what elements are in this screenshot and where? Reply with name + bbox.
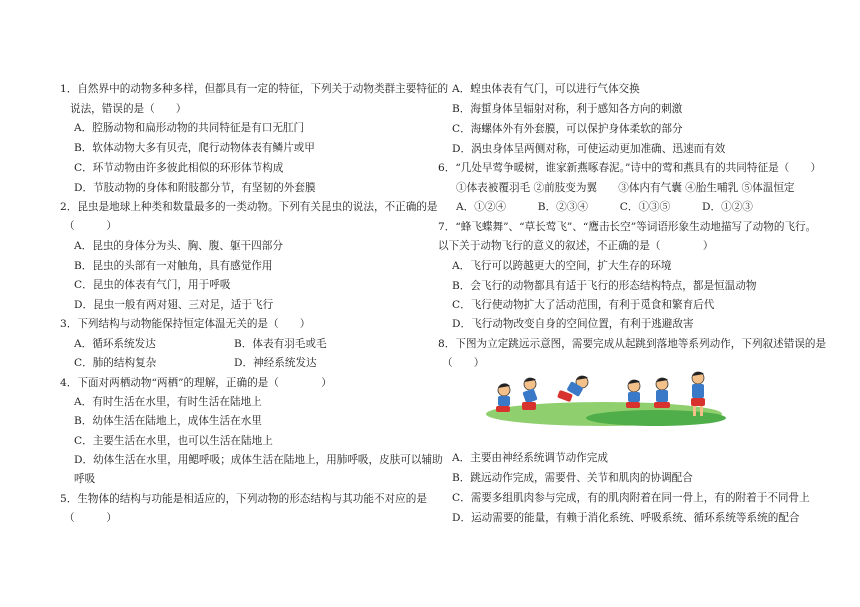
left-text-line: D．幼体生活在水里，用鳃呼吸；成体生活在陆地上，用肺呼吸，皮肤可以辅助 (74, 454, 443, 466)
left-text-line: D．神经系统发达 (234, 357, 317, 369)
jumper-crouch (496, 383, 510, 412)
left-text-line: 1．自然界中的动物多种多样，但都具有一定的特征，下列关于动物类群主要特征的 (60, 83, 449, 95)
long-jump-illustration (486, 370, 726, 428)
left-text-line: A．腔肠动物和扁形动物的共同特征是有口无肛门 (74, 122, 305, 134)
left-text-line: B．体表有羽毛或毛 (234, 338, 327, 350)
right-text-line: 6．“几处早莺争暖树，谁家新燕啄春泥。”诗中的莺和燕具有的共同特征是（ ） (438, 162, 822, 174)
left-text-line: A．昆虫的身体分为头、胸、腹、躯干四部分 (74, 240, 283, 252)
left-text-line: 呼吸 (74, 473, 96, 485)
right-text-line: C．海螺体外有外套膜，可以保护身体柔软的部分 (452, 123, 683, 135)
left-text-line: D．昆虫一般有两对翅、三对足，适于飞行 (74, 299, 274, 311)
jumper-landing (626, 380, 640, 408)
right-text-line: ①体表被覆羽毛 ②前肢变为翼 ③体内有气囊 ④胎生哺乳 ⑤体温恒定 (456, 182, 795, 194)
right-text-line: A．主要由神经系统调节动作完成 (452, 452, 608, 464)
right-text-line: A．①②④ B．②③④ C．①③⑤ D．①②③ (456, 201, 753, 213)
left-text-line: C．昆虫的体表有气门，用于呼吸 (74, 279, 231, 291)
right-text-line: A．飞行可以跨越更大的空间，扩大生存的环境 (452, 260, 672, 272)
left-text-line: 3．下列结构与动物能保持恒定体温无关的是（ ） (60, 318, 311, 330)
jumper-takeoff (522, 378, 538, 410)
left-text-line: D．节肢动物的身体和附肢都分节，有坚韧的外套膜 (74, 182, 316, 194)
left-text-line: B．软体动物大多有贝壳，爬行动物体表有鳞片或甲 (74, 142, 315, 154)
left-text-line: A．循环系统发达 (74, 338, 156, 350)
right-text-line: D．涡虫身体呈两侧对称，可使运动更加准确、迅速而有效 (452, 143, 726, 155)
right-text-line: C．飞行使动物扩大了活动范围，有利于觅食和繁育后代 (452, 299, 715, 311)
right-text-line: 以下关于动物飞行的意义的叙述，不正确的是（ ） (438, 240, 714, 252)
left-text-line: 5．生物体的结构与功能是相适应的，下列动物的形态结构与其功能不对应的是 (60, 493, 427, 505)
left-text-line: 4．下面对两栖动物“两栖”的理解，正确的是（ ） (60, 377, 332, 389)
left-text-line: 说法，错误的是（ ） (70, 103, 187, 115)
right-text-line: 8．下图为立定跳远示意图，需要完成从起跳到落地等系列动作，下列叙述错误的是 (438, 338, 827, 350)
left-text-line: B．幼体生活在陆地上，成体生活在水里 (74, 415, 262, 427)
right-text-line: A．蝗虫体表有气门，可以进行气体交换 (452, 83, 640, 95)
left-text-line: （ ） (64, 512, 117, 524)
right-text-line: D．飞行动物改变自身的空间位置，有利于逃避敌害 (452, 318, 694, 330)
left-text-line: C．环节动物由许多彼此相似的环形体节构成 (74, 162, 284, 174)
left-text-line: C．主要生活在水里，也可以生活在陆地上 (74, 435, 273, 447)
left-text-line: 2．昆虫是地球上种类和数量最多的一类动物。下列有关昆虫的说法，不正确的是 (60, 201, 438, 213)
right-text-line: B．海蜇身体呈辐射对称，利于感知各方向的刺激 (452, 103, 683, 115)
left-text-line: B．昆虫的头部有一对触角，具有感觉作用 (74, 260, 273, 272)
right-text-line: B．会飞行的动物都具有适于飞行的形态结构特点，都是恒温动物 (452, 280, 757, 292)
right-text-line: （ ） (442, 357, 485, 369)
right-text-line: D．运动需要的能量，有赖于消化系统、呼吸系统、循环系统等系统的配合 (452, 512, 800, 524)
jumper-crouched (654, 378, 670, 408)
left-text-line: A．有时生活在水里，有时生活在陆地上 (74, 396, 262, 408)
left-text-line: C．肺的结构复杂 (74, 357, 157, 369)
jumper-airborne (557, 376, 588, 402)
right-text-line: 7．“蜂飞蝶舞”、“草长莺飞”、“鹰击长空”等词语形象生动地描写了动物的飞行。 (438, 221, 817, 233)
left-text-line: （ ） (64, 220, 117, 232)
right-text-line: B．跳远动作完成，需要骨、关节和肌肉的协调配合 (452, 472, 693, 484)
right-text-line: C．需要多组肌肉参与完成，有的肌肉附着在同一骨上，有的附着于不同骨上 (452, 492, 810, 504)
